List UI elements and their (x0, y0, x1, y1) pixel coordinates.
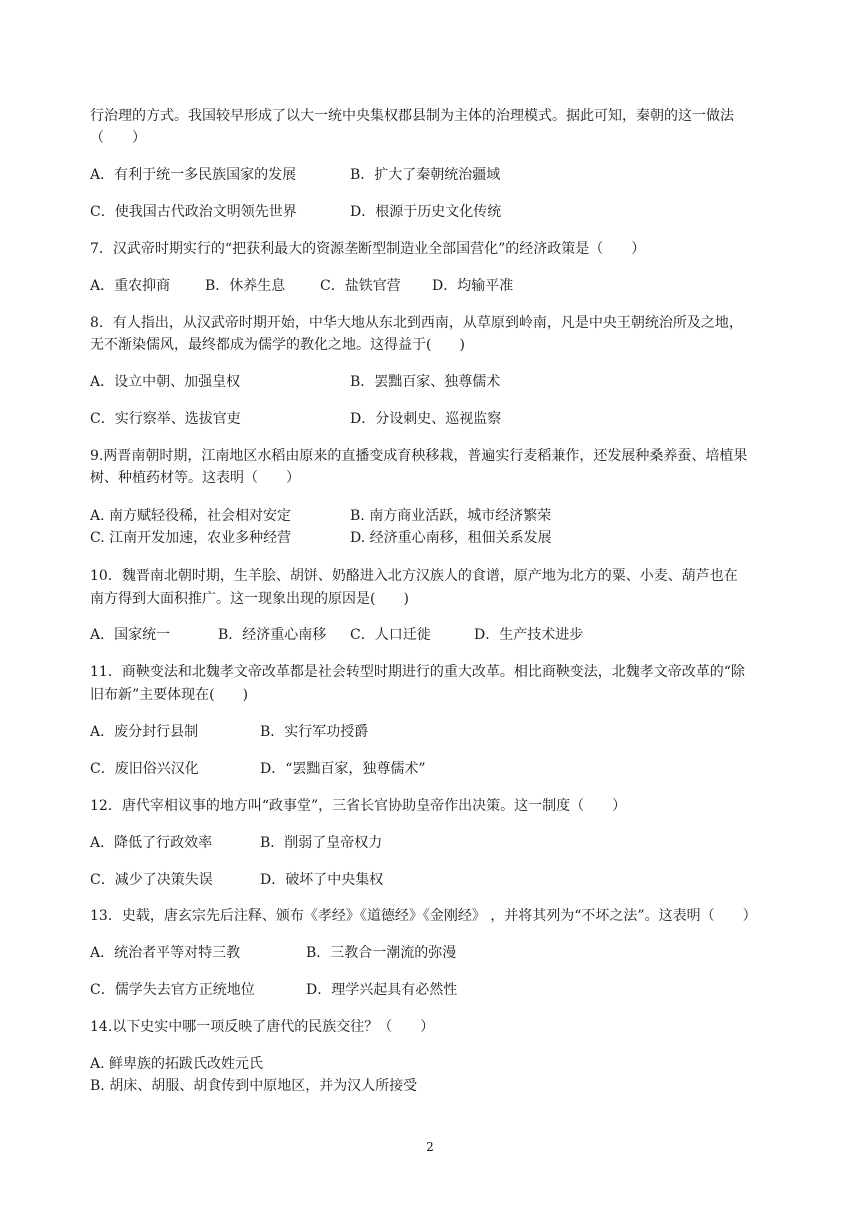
question-11-option-d: D．“罢黜百家，独尊儒术” (260, 761, 426, 777)
question-7-option-a: A．重农抑商 (90, 278, 171, 294)
question-11-option-a: A．废分封行县制 (90, 724, 199, 740)
question-7-option-c: C．盐铁官营 (320, 278, 401, 294)
question-11-option-c: C．废旧俗兴汉化 (90, 761, 199, 777)
question-6-option-d: D．根源于历史文化传统 (350, 204, 502, 220)
question-14-stem: 14.以下史实中哪一项反映了唐代的民族交往？（ ） (90, 1019, 435, 1035)
question-6-stem-line2: （ ） (90, 130, 146, 146)
question-11-stem-line2: 旧布新”主要体现在( ) (90, 687, 249, 703)
question-8-option-a: A．设立中朝、加强皇权 (90, 374, 241, 390)
question-7-stem: 7．汉武帝时期实行的“把获利最大的资源垄断型制造业全部国营化”的经济政策是（ ） (90, 241, 646, 257)
question-12-option-b: B．削弱了皇帝权力 (260, 835, 383, 851)
question-11-option-b: B．实行军功授爵 (260, 724, 369, 740)
page-number: 2 (426, 1140, 434, 1154)
question-8-option-c: C．实行察举、选拔官吏 (90, 411, 241, 427)
question-14-option-b: B. 胡床、胡服、胡食传到中原地区，并为汉人所接受 (90, 1078, 418, 1094)
question-9-stem-line1: 9.两晋南朝时期，江南地区水稻由原来的直播变成育秧移栽，普遍实行麦稻兼作，还发展种桑养蚕、培植果 (90, 448, 748, 464)
question-13-option-d: D．理学兴起具有必然性 (306, 982, 458, 998)
question-9-option-c: C. 江南开发加速，农业多种经营 (90, 530, 292, 546)
question-13-stem: 13．史载，唐玄宗先后注释、颁布《孝经》《道德经》《金刚经》 ，并将其列为“不坏之法”。这表明（ ） (90, 908, 757, 924)
question-6-option-c: C．使我国古代政治文明领先世界 (90, 204, 297, 220)
question-9-option-a: A. 南方赋轻役稀，社会相对安定 (90, 508, 292, 524)
question-10-option-b: B．经济重心南移 (218, 627, 327, 643)
question-10-option-a: A．国家统一 (90, 627, 171, 643)
question-6-option-a: A．有利于统一多民族国家的发展 (90, 167, 297, 183)
question-10-stem-line1: 10．魏晋南北朝时期，生羊脍、胡饼、奶酪进入北方汉族人的食谱，原产地为北方的粟、小麦、葫芦也在 (90, 568, 738, 584)
question-9-option-b: B. 南方商业活跃，城市经济繁荣 (350, 508, 552, 524)
question-12-option-d: D．破坏了中央集权 (260, 872, 384, 888)
question-8-option-b: B．罢黜百家、独尊儒术 (350, 374, 501, 390)
question-7-option-d: D．均输平准 (432, 278, 514, 294)
question-6-option-b: B．扩大了秦朝统治疆域 (350, 167, 501, 183)
question-8-option-d: D．分设刺史、巡视监察 (350, 411, 502, 427)
question-10-option-d: D．生产技术进步 (474, 627, 584, 643)
question-9-option-d: D. 经济重心南移，租佃关系发展 (350, 530, 552, 546)
question-12-option-c: C．减少了决策失误 (90, 872, 213, 888)
question-8-stem-line1: 8．有人指出，从汉武帝时期开始，中华大地从东北到西南，从草原到岭南，凡是中央王朝统治所及之地， (90, 315, 743, 331)
question-13-option-c: C．儒学失去官方正统地位 (90, 982, 255, 998)
question-7-option-b: B．休养生息 (205, 278, 286, 294)
question-8-stem-line2: 无不渐染儒风，最终都成为儒学的教化之地。这得益于( ) (90, 337, 465, 353)
question-11-stem-line1: 11．商鞅变法和北魏孝文帝改革都是社会转型时期进行的重大改革。相比商鞅变法，北魏孝文帝改革的“除 (90, 664, 745, 680)
question-12-option-a: A．降低了行政效率 (90, 835, 213, 851)
question-10-option-c: C．人口迁徙 (350, 627, 431, 643)
question-10-stem-line2: 南方得到大面积推广。这一现象出现的原因是( ) (90, 591, 409, 607)
question-13-option-a: A．统治者平等对特三教 (90, 945, 241, 961)
question-6-stem-line1: 行治理的方式。我国较早形成了以大一统中央集权郡县制为主体的治理模式。据此可知，秦朝的这一做法 (90, 108, 734, 124)
question-12-stem: 12．唐代宰相议事的地方叫“政事堂”，三省长官协助皇帝作出决策。这一制度（ ） (90, 798, 627, 814)
question-13-option-b: B．三教合一潮流的弥漫 (306, 945, 457, 961)
question-14-option-a: A. 鲜卑族的拓跋氏改姓元氏 (90, 1056, 264, 1072)
question-9-stem-line2: 树、种植药材等。这表明（ ） (90, 470, 300, 486)
